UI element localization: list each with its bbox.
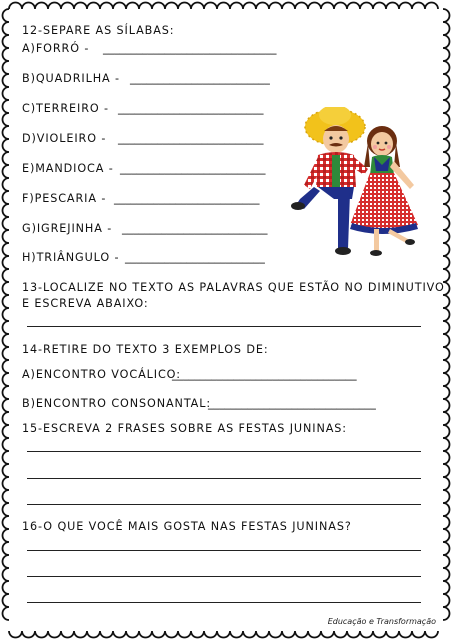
q14-item-b-label: B)ENCONTRO CONSONANTAL:: [22, 397, 212, 410]
q16-answer-line-3[interactable]: [27, 602, 421, 603]
q16-answer-line-1[interactable]: [27, 550, 421, 551]
q14-item-a-label: A)ENCONTRO VOCÁLICO:: [22, 368, 181, 381]
q12-item-g-blank[interactable]: __________________________: [122, 222, 268, 235]
q12-item-d-label: D)VIOLEIRO -: [22, 132, 107, 145]
q16-title: 16-O QUE VOCÊ MAIS GOSTA NAS FESTAS JUNINAS?: [22, 520, 352, 533]
quadrilha-dancers-illustration: [290, 107, 440, 265]
scallop-path: [3, 3, 450, 638]
q12-item-b-blank[interactable]: _________________________: [130, 72, 270, 85]
q14-title: 14-RETIRE DO TEXTO 3 EXEMPLOS DE:: [22, 343, 269, 356]
q12-item-a-blank[interactable]: _______________________________: [103, 42, 277, 55]
q16-answer-line-2[interactable]: [27, 576, 421, 577]
q12-item-g-label: G)IGREJINHA -: [22, 222, 113, 235]
q12-item-h-blank[interactable]: _________________________: [125, 251, 265, 264]
q15-answer-line-3[interactable]: [27, 504, 421, 505]
q12-item-f-label: F)PESCARIA -: [22, 192, 107, 205]
q12-title: 12-SEPARE AS SÍLABAS:: [22, 24, 175, 37]
q13-prompt-line1: 13-LOCALIZE NO TEXTO AS PALAVRAS QUE ESTÃO NO DIMINUTIVO: [22, 281, 445, 294]
q13-answer-line[interactable]: [27, 326, 421, 327]
q12-item-b-label: B)QUADRILHA -: [22, 72, 120, 85]
q12-item-a-label: A)FORRÓ -: [22, 42, 90, 55]
q12-item-d-blank[interactable]: __________________________: [118, 132, 264, 145]
footer-credit: Educação e Transformação: [327, 617, 436, 626]
q14-item-a-blank[interactable]: _________________________________: [172, 368, 357, 381]
q13-prompt-line2: E ESCREVA ABAIXO:: [22, 297, 149, 310]
q12-item-c-label: C)TERREIRO -: [22, 102, 109, 115]
q12-item-f-blank[interactable]: __________________________: [114, 192, 260, 205]
q15-answer-line-2[interactable]: [27, 478, 421, 479]
q12-item-e-blank[interactable]: __________________________: [120, 162, 266, 175]
q15-answer-line-1[interactable]: [27, 451, 421, 452]
q15-title: 15-ESCREVA 2 FRASES SOBRE AS FESTAS JUNINAS:: [22, 422, 347, 435]
q12-item-h-label: H)TRIÂNGULO -: [22, 251, 120, 264]
q12-item-c-blank[interactable]: __________________________: [118, 102, 264, 115]
q14-item-b-blank[interactable]: ______________________________: [208, 397, 376, 410]
q12-item-e-label: E)MANDIOCA -: [22, 162, 114, 175]
